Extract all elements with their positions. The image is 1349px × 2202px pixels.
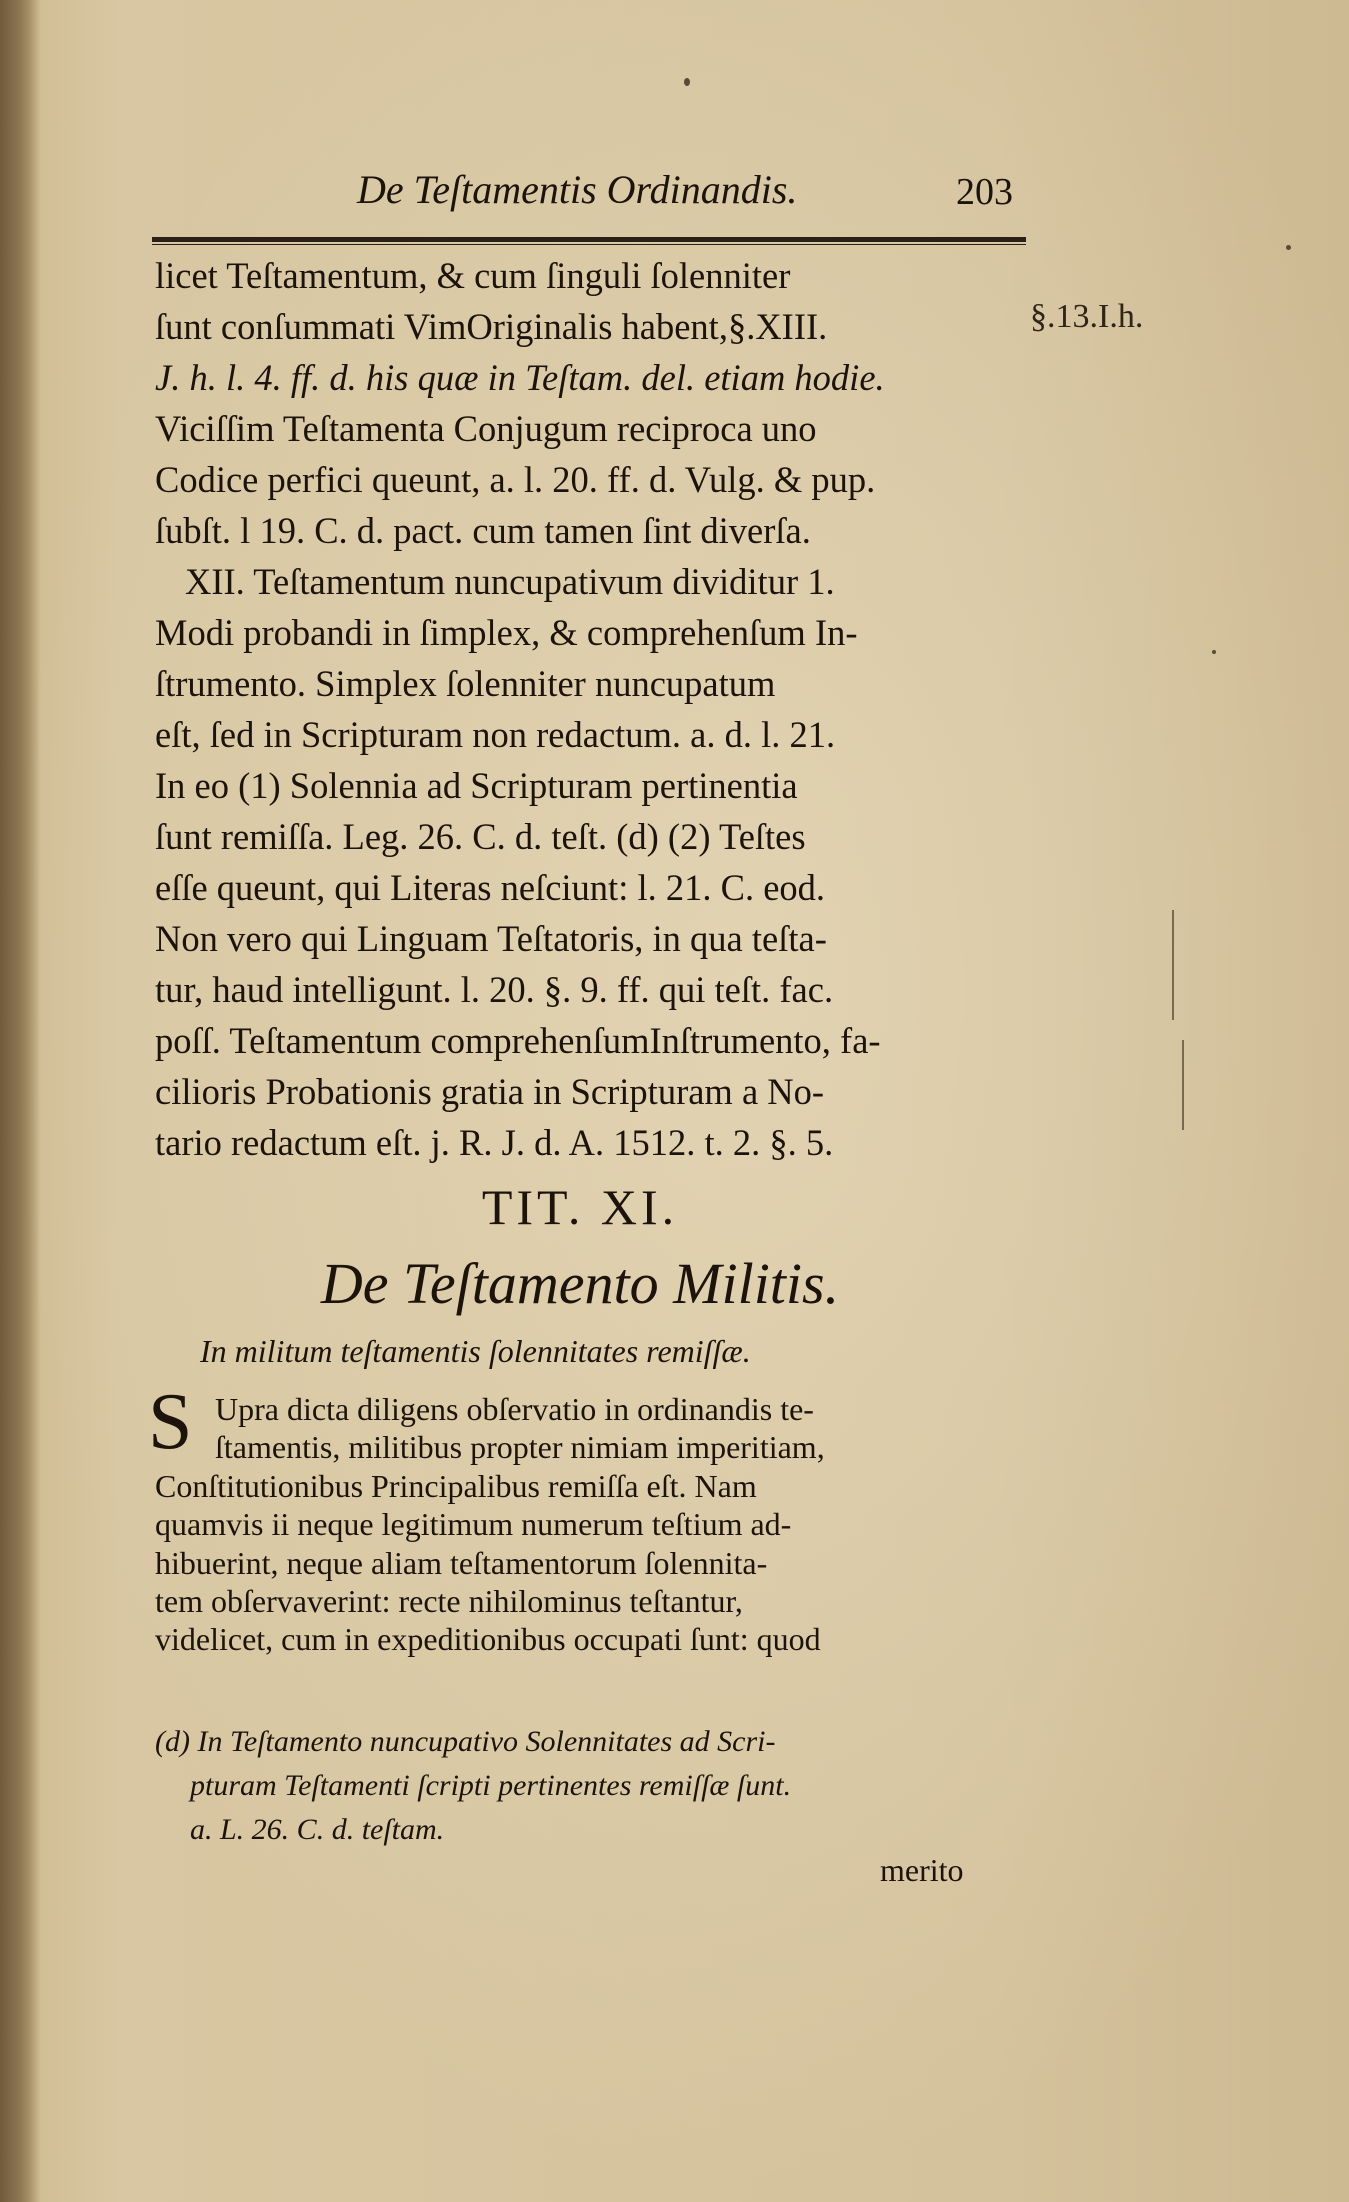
running-title: De Teſtamentis Ordinandis.	[357, 167, 798, 212]
running-header	[357, 166, 1013, 226]
section-summary: In militum teſtamentis ſolennitates remiſſæ.	[200, 1333, 751, 1369]
text-line: ſubſt. l 19. C. d. pact. cum tamen ſint diverſa.	[155, 510, 811, 551]
footnote-line: (d) In Teſtamento nuncupativo Solennitates ad Scri-	[155, 1725, 776, 1758]
text-line: hibuerint, neque aliam teſtamentorum ſolennita-	[155, 1544, 768, 1581]
text-line: ſtamentis, militibus propter nimiam imperitiam,	[215, 1429, 825, 1466]
text-line: quamvis ii neque legitimum numerum teſtium ad-	[155, 1506, 792, 1543]
catchword: merito	[880, 1852, 964, 1888]
section-subtitle: De Teſtamento Militis.	[320, 1251, 840, 1316]
paper-speck	[1286, 245, 1291, 250]
text-line: tario redactum eſt. j. R. J. d. A. 1512. t. 2. §. 5.	[155, 1122, 834, 1163]
text-line: Conſtitutionibus Principalibus remiſſa eſt. Nam	[155, 1467, 757, 1504]
footnote-line: pturam Teſtamenti ſcripti pertinentes remiſſæ ſunt.	[190, 1769, 792, 1802]
paper-speck	[1212, 650, 1216, 654]
body-text-section-1	[155, 250, 1015, 1168]
section-heading-tit: TIT. XI.	[481, 1179, 679, 1235]
footnote-line: a. L. 26. C. d. teſtam.	[190, 1813, 445, 1846]
text-line: tem obſervaverint: recte nihilominus teſtantur,	[155, 1583, 743, 1620]
text-line: ſunt conſummati VimOriginalis habent,§.XIII.	[155, 306, 828, 347]
drop-cap: S	[148, 1378, 193, 1466]
text-line: ſunt remiſſa. Leg. 26. C. d. teſt. (d) (2) Teſtes	[155, 816, 806, 857]
text-line: cilioris Probationis gratia in Scripturam a No-	[155, 1071, 825, 1112]
margin-mark	[1172, 910, 1174, 1020]
text-line: poſſ. Teſtamentum comprehenſumInſtrumento, fa-	[155, 1020, 881, 1061]
text-line: Modi probandi in ſimplex, & comprehenſum In-	[155, 612, 858, 653]
text-line: In eo (1) Solennia ad Scripturam pertinentia	[155, 765, 798, 806]
text-line: Codice perfici queunt, a. l. 20. ff. d. Vulg. & pup.	[155, 459, 876, 500]
text-line: XII. Teſtamentum nuncupativum dividitur 1.	[185, 561, 835, 602]
text-line: Upra dicta diligens obſervatio in ordinandis te-	[215, 1391, 814, 1427]
text-line: eſſe queunt, qui Literas neſciunt: l. 21. C. eod.	[155, 867, 826, 908]
text-line: ſtrumento. Simplex ſolenniter nuncupatum	[155, 663, 776, 704]
text-line: Non vero qui Linguam Teſtatoris, in qua teſta-	[155, 918, 827, 959]
footnote	[155, 1720, 1015, 1852]
paper-speck	[684, 78, 690, 86]
margin-note: §.13.I.h.	[1030, 298, 1144, 335]
header-rule	[152, 237, 1026, 242]
margin-mark	[1182, 1040, 1184, 1130]
body-text-section-2	[155, 1390, 1015, 1659]
text-line: tur, haud intelligunt. l. 20. §. 9. ff. qui teſt. fac.	[155, 969, 834, 1010]
page-number: 203	[956, 171, 1013, 213]
page-gutter-shadow	[0, 0, 40, 2202]
text-line: videlicet, cum in expeditionibus occupati ſunt: quod	[155, 1621, 821, 1658]
text-line: eſt, ſed in Scripturam non redactum. a. d. l. 21.	[155, 714, 836, 755]
header-rule-thin	[152, 244, 1026, 245]
text-line: Viciſſim Teſtamenta Conjugum reciproca uno	[155, 408, 817, 449]
text-line: licet Teſtamentum, & cum ſinguli ſolenniter	[155, 255, 791, 296]
text-line: J. h. l. 4. ff. d. his quæ in Teſtam. del. etiam hodie.	[155, 357, 885, 398]
